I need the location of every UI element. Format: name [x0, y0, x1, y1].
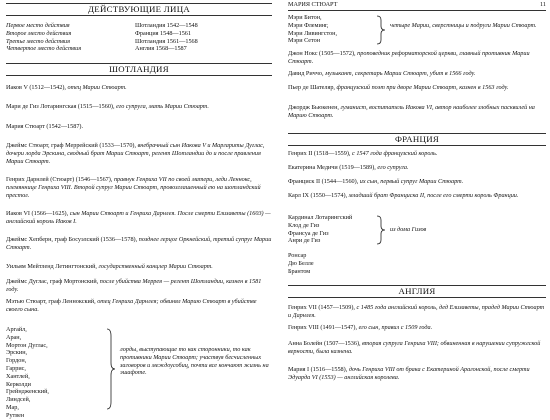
entry: Анна Болейн (1507—1536), вторая супруга Генриха VIII; обвиненная в нарушении супружеской верности, была казнена. — [288, 340, 541, 355]
entry: Екатерина Медичи (1519—1589), его супруга. — [288, 164, 409, 171]
entry: Франциск II (1544—1560), их сын, первый супруг Марии Стюарт. — [288, 178, 464, 185]
guise-name: Кардинал Лотарингский — [288, 214, 353, 221]
entry: Джеймс Стюарт, граф Меррейский (1533—1570), внебрачный сын Иакова V и Маргариты Дуглас, дочери лорда Эрскина, сводный брат Марии Стюарт, регент Шотландии до и после правления Марии Стюарт. — [6, 142, 265, 165]
entry: Генрих VIII (1491—1547), его сын, правил с 1509 года. — [288, 324, 433, 331]
poet-name: Ронсар — [288, 252, 307, 259]
lord-name: Рутвен — [6, 411, 25, 419]
mary-name: Мэри Сетон — [288, 37, 321, 45]
lord-name: Гордон, — [6, 357, 27, 365]
place-row: Второе место действия Франция 1548—1561 — [6, 29, 191, 37]
lord-name: Аран, — [6, 333, 22, 341]
entry: Джеймс Хепберн, граф Босуэлский (1536—1578), позднее герцог Оркнейский, третий супруг Марии Стюарт. — [6, 236, 272, 251]
entry: Карл IX (1550—1574), младший брат Франциска II, после его смерти король Франции. — [288, 192, 519, 199]
england-heading: АНГЛИЯ — [288, 284, 546, 298]
cast-heading: ДЕЙСТВУЮЩИЕ ЛИЦА — [6, 2, 272, 16]
page-number: 11 — [540, 1, 546, 8]
mary-name: Мэри Флеминг, — [288, 21, 329, 29]
guise-name: Клод де Гиз — [288, 221, 320, 229]
brace-icon — [376, 15, 386, 45]
lord-name: Хантлей, — [6, 372, 30, 380]
guise-list — [288, 214, 368, 245]
guise-name: Анри де Гиз — [288, 237, 321, 245]
entry: Мария I (1516—1558), дочь Генриха VIII от брака с Екатериной Арагонской, после смерти Эдуарда VI (1553) — английская королева. — [288, 366, 530, 381]
lords-note: лорды, выступающие то как сторонники, то как противники Марии Стюарт; участвуя бесчисленных заговоров и междоусобиц, почти все кончают жизнь на эшафоте. — [120, 346, 269, 377]
lord-name: Мар, — [6, 403, 19, 411]
entry: Джеймс Дуглас, граф Мортонский, после убийства Меррея — регент Шотландии, казнен в 1581 году. — [6, 278, 262, 293]
entry: Генрих VII (1457—1509), с 1485 года английский король, дед Елизаветы, прадед Марии Стюарт и Дарнлея. — [288, 304, 545, 319]
right-page — [288, 0, 546, 414]
entry: Иаков V (1512—1542), отец Марии Стюарт. — [6, 84, 127, 91]
poet-name: Брантом — [288, 267, 311, 275]
left-page — [6, 0, 272, 419]
entry: Джордж Бьюкенен, гуманист, воспитатель Иакова VI, автор наиболее злобных пасквилей на Марию Стюарт. — [288, 104, 535, 119]
brace-icon — [376, 215, 386, 245]
lord-name: Керколди Грейндженский, — [6, 380, 49, 396]
place-row: Третье место действия Шотландия 1561—1568 — [6, 37, 198, 45]
place-row: Четвертое место действия Англия 1568—1587 — [6, 45, 187, 53]
entry: Мария Стюарт (1542—1587). — [6, 123, 84, 130]
marys-note: четыре Марии, сверстницы и подруги Марии Стюарт. — [390, 22, 537, 29]
lord-name: Мортон Дуглас, — [6, 341, 48, 349]
entry: Джон Нокс (1505—1572), проповедник реформаторской церкви, главный противник Марии Стюарт. — [288, 50, 530, 65]
lord-name: Аргайл, — [6, 326, 27, 333]
france-heading: ФРАНЦИЯ — [288, 132, 546, 146]
guise-name: Франсуа де Гиз — [288, 229, 329, 237]
marys-list — [288, 14, 368, 45]
entry: Генрих II (1518—1559), с 1547 года французский король. — [288, 150, 438, 157]
poet-name: Дю Белле — [288, 259, 314, 267]
entry: Мэтью Стюарт, граф Леннокский, отец Генриха Дарнлея; обвинял Марию Стюарт в убийстве своего сына. — [6, 298, 257, 313]
brace-icon — [106, 328, 116, 410]
places-list — [6, 22, 272, 53]
scotland-heading: ШОТЛАНДИЯ — [6, 62, 272, 76]
entry: Пьер де Шателяр, французский поэт при дворе Марии Стюарт, казнен в 1563 году. — [288, 84, 509, 91]
lord-name: Эрскин, — [6, 349, 28, 357]
mary-name: Мэри Битон, — [288, 14, 322, 21]
entry: Иаков VI (1566—1625), сын Марии Стюарт и Генриха Дарнлея. После смерти Елизаветы (1603) — английский король Иаков I. — [6, 210, 271, 225]
poets-list — [288, 252, 368, 275]
running-header — [288, 0, 546, 11]
guise-note: из дома Гизов — [390, 226, 427, 233]
place-row: Первое место действия Шотландия 1542—1548 — [6, 22, 198, 29]
lord-name: Линдсей, — [6, 396, 31, 404]
entry: Уильям Мейтленд Летингтонский, государственный канцлер Марии Стюарт. — [6, 263, 213, 270]
lord-name: Гаррис, — [6, 364, 26, 372]
mary-name: Мэри Ливингстон, — [288, 29, 338, 37]
entry: Давид Риччо, музыкант, секретарь Марии Стюарт, убит в 1566 году. — [288, 70, 476, 77]
lords-list — [6, 326, 70, 420]
entry: Мари де Гиз Лотарингская (1515—1560), его супруга, мать Марии Стюарт. — [6, 103, 209, 110]
running-title: МАРИЯ СТЮАРТ — [288, 1, 338, 8]
entry: Генрих Дарнлей (Стюарт) (1546—1567), правнук Генриха VII по своей матери, леди Леннокс, племяннице Генриха VIII. Второй супруг Марии Стюарт, провозглашенный ею на шотландский престол. — [6, 176, 261, 199]
